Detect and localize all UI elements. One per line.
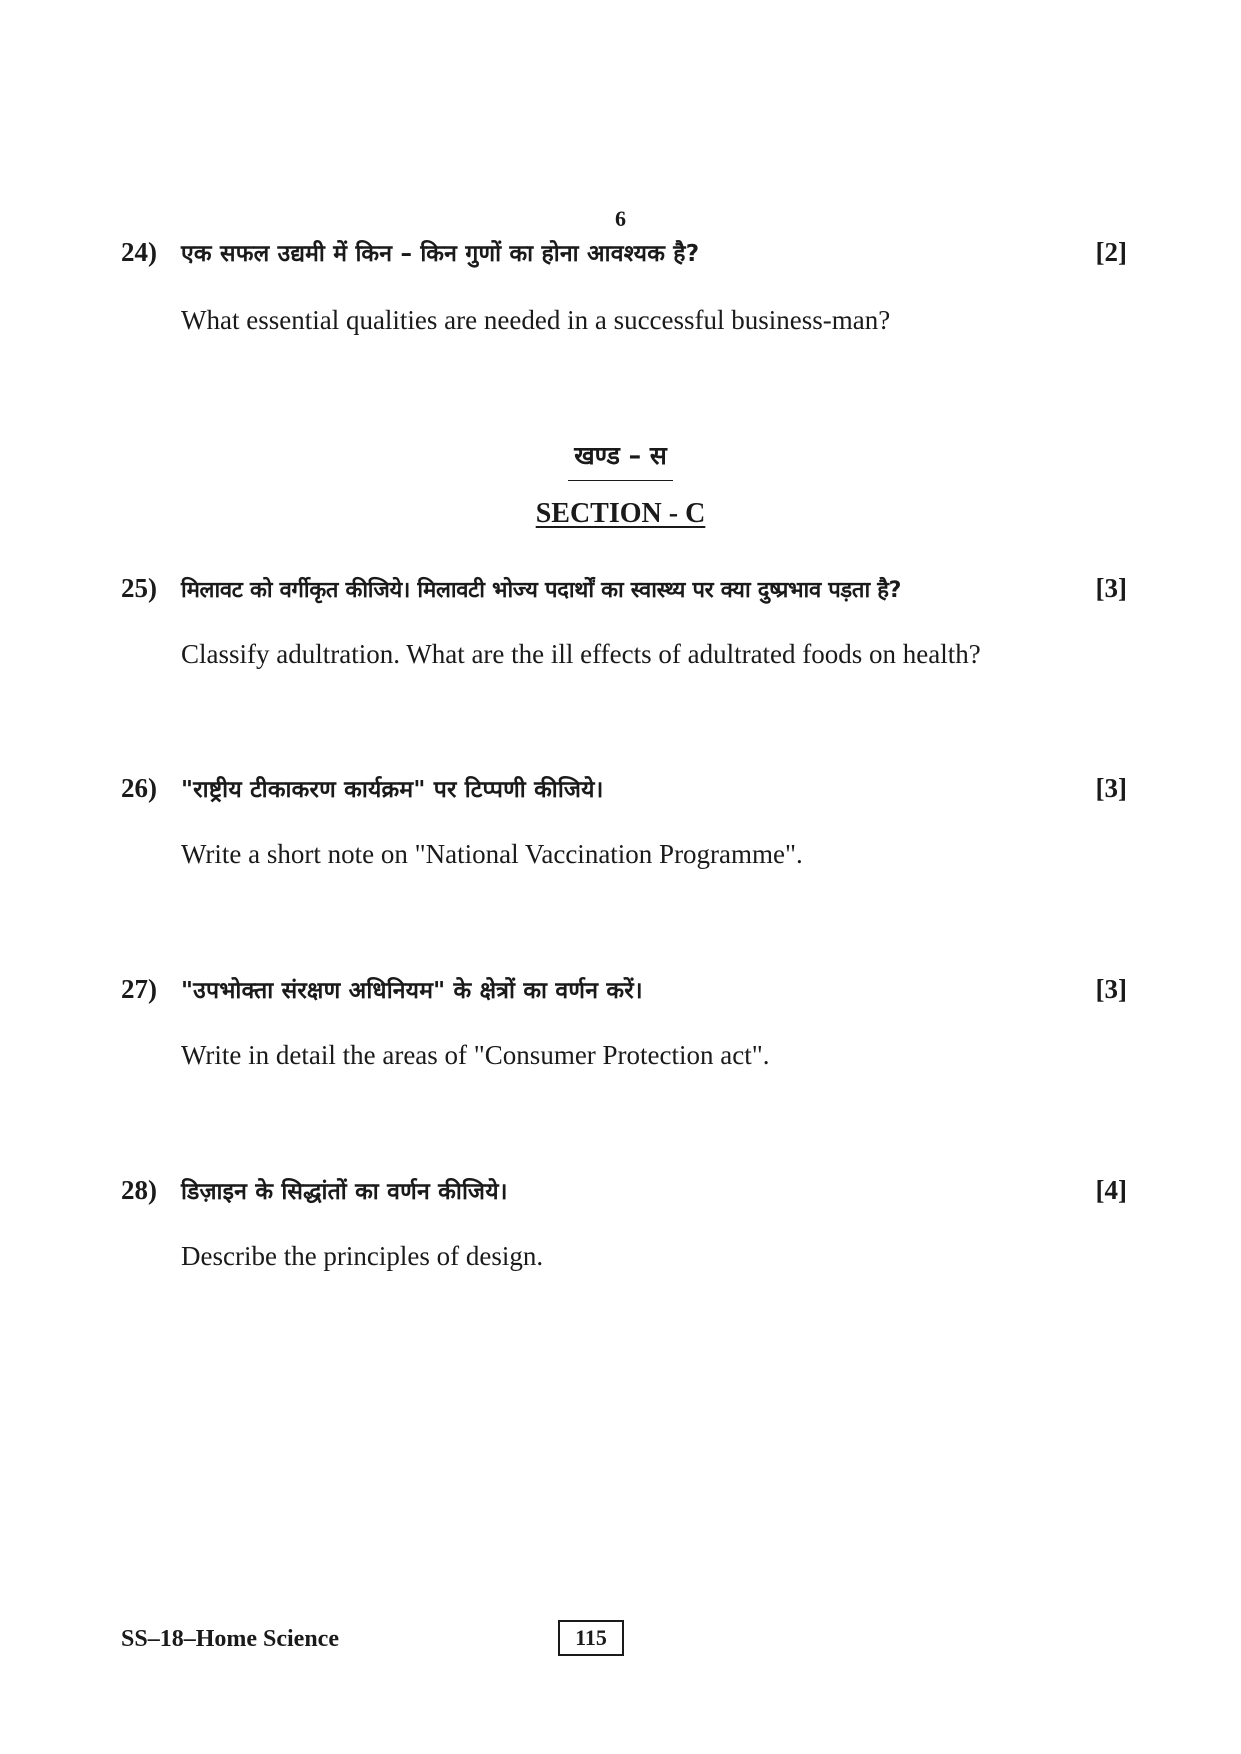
question-number: 24) [121, 237, 157, 267]
question-text-hindi: "राष्ट्रीय टीकाकरण कार्यक्रम" पर टिप्पणी कीजिये। [181, 777, 604, 803]
question-27-hindi [121, 969, 1127, 1009]
section-heading-hindi-text: खण्ड – स [568, 438, 673, 481]
section-heading-hindi [0, 438, 1241, 481]
question-number: 27) [121, 974, 157, 1004]
question-text-hindi: "उपभोक्ता संरक्षण अधिनियम" के क्षेत्रों का वर्णन करें। [181, 978, 643, 1004]
question-marks: [3] [1095, 974, 1127, 1004]
question-number: 26) [121, 773, 157, 803]
question-28-hindi [121, 1170, 1127, 1210]
question-text-hindi: मिलावट को वर्गीकृत कीजिये। मिलावटी भोज्य पदार्थों का स्वास्थ्य पर क्या दुष्प्रभाव पड़ता है? [181, 578, 902, 603]
question-number: 25) [121, 573, 157, 603]
question-number: 28) [121, 1175, 157, 1205]
question-marks: [2] [1095, 237, 1127, 267]
question-27-english: Write in detail the areas of "Consumer Protection act". [181, 1040, 770, 1070]
question-26-hindi [121, 768, 1127, 808]
question-marks: [3] [1095, 573, 1127, 603]
section-heading-english [0, 498, 1241, 530]
question-25-english: Classify adultration. What are the ill effects of adultrated foods on health? [181, 639, 981, 669]
question-24-hindi [121, 232, 1127, 272]
question-24-english: What essential qualities are needed in a successful business-man? [181, 305, 891, 335]
footer-subject: SS–18–Home Science [121, 1626, 339, 1652]
question-26-english: Write a short note on "National Vaccination Programme". [181, 839, 803, 869]
footer-page-box: 115 [558, 1620, 624, 1656]
section-heading-english-text: SECTION - C [535, 498, 706, 529]
question-text-hindi: डिज़ाइन के सिद्धांतों का वर्णन कीजिये। [181, 1179, 508, 1205]
question-marks: [4] [1095, 1175, 1127, 1205]
question-text-hindi: एक सफल उद्यमी में किन – किन गुणों का होना आवश्यक है? [181, 241, 700, 267]
page-number: 6 [615, 206, 626, 231]
question-25-hindi [121, 568, 1127, 608]
question-marks: [3] [1095, 773, 1127, 803]
question-28-english: Describe the principles of design. [181, 1241, 544, 1271]
